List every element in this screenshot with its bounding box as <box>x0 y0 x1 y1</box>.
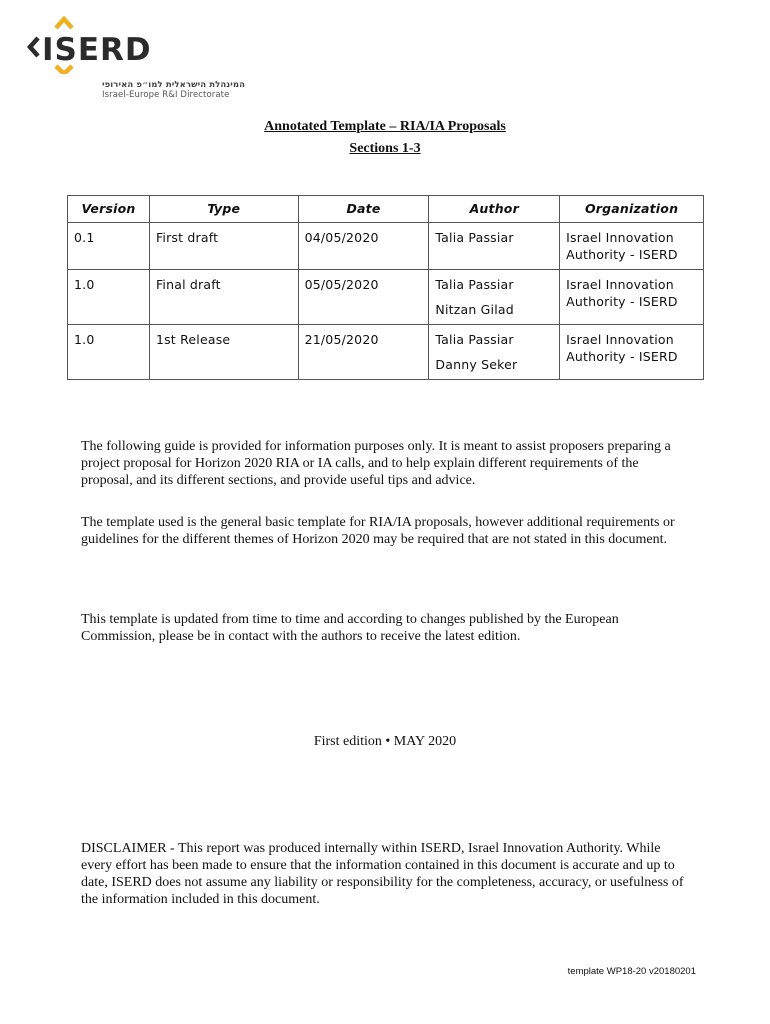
cell-organization: Israel Innovation Authority - ISERD <box>560 325 704 380</box>
author-name: Talia Passiar <box>435 230 514 245</box>
title-line-2: Sections 1-3 <box>349 141 421 156</box>
table-row <box>68 270 704 325</box>
version-table <box>67 195 704 380</box>
table-row <box>68 223 704 270</box>
header-author: Author <box>429 196 560 223</box>
table-header-row <box>68 196 704 223</box>
cell-date: 21/05/2020 <box>298 325 429 380</box>
cell-organization: Israel Innovation Authority - ISERD <box>560 223 704 270</box>
cell-date: 04/05/2020 <box>298 223 429 270</box>
header-version: Version <box>68 196 150 223</box>
updates-paragraph: This template is updated from time to time and according to changes published by the European Commission, please be in contact with the authors to receive the latest edition. <box>81 612 619 644</box>
cell-type: 1st Release <box>149 325 298 380</box>
cell-organization: Israel Innovation Authority - ISERD <box>560 270 704 325</box>
cell-version: 1.0 <box>68 270 150 325</box>
edition-line: First edition • MAY 2020 <box>313 734 457 749</box>
logo-text-iserd: ISERD <box>42 32 152 68</box>
intro-paragraph: The following guide is provided for information purposes only. It is meant to assist proposers preparing a project proposal for Horizon 2020 RIA or IA calls, and to help explain different requirements of the proposal, and its different sections, and provide useful tips and advice. <box>81 439 671 488</box>
template-paragraph: The template used is the general basic template for RIA/IA proposals, however additional requirements or guidelines for the different themes of Horizon 2020 may be required that are not stated in this document. <box>81 515 675 547</box>
cell-version: 1.0 <box>68 325 150 380</box>
header-organization: Organization <box>560 196 704 223</box>
table-row <box>68 325 704 380</box>
cell-type: First draft <box>149 223 298 270</box>
author-name: Talia Passiar <box>435 277 514 292</box>
cell-author <box>429 223 560 270</box>
footer-template-id: template WP18-20 v20180201 <box>567 966 696 977</box>
cell-type: Final draft <box>149 270 298 325</box>
logo-hebrew-text: המינהלת הישראלית למו״פ האירופי <box>102 80 246 90</box>
cell-author <box>429 325 560 380</box>
cell-author <box>429 270 560 325</box>
iserd-logo-mark <box>22 14 197 74</box>
iserd-logo <box>22 14 246 100</box>
disclaimer-paragraph: DISCLAIMER - This report was produced internally within ISERD, Israel Innovation Authority. While every effort has been made to ensure that the information contained in this document is accurate and up to date, ISERD does not assume any liability or responsibility for the completeness, accuracy, or usefulness of the information included in this document. <box>81 841 684 907</box>
document-title <box>0 116 770 160</box>
header-date: Date <box>298 196 429 223</box>
logo-subtitle: Israel-Europe R&I Directorate <box>102 90 230 100</box>
cell-version: 0.1 <box>68 223 150 270</box>
author-name: Talia Passiar <box>435 332 514 347</box>
title-line-1: Annotated Template – RIA/IA Proposals <box>264 119 506 134</box>
header-type: Type <box>149 196 298 223</box>
author-name-second: Nitzan Gilad <box>435 302 514 317</box>
author-name-second: Danny Seker <box>435 357 518 372</box>
cell-date: 05/05/2020 <box>298 270 429 325</box>
